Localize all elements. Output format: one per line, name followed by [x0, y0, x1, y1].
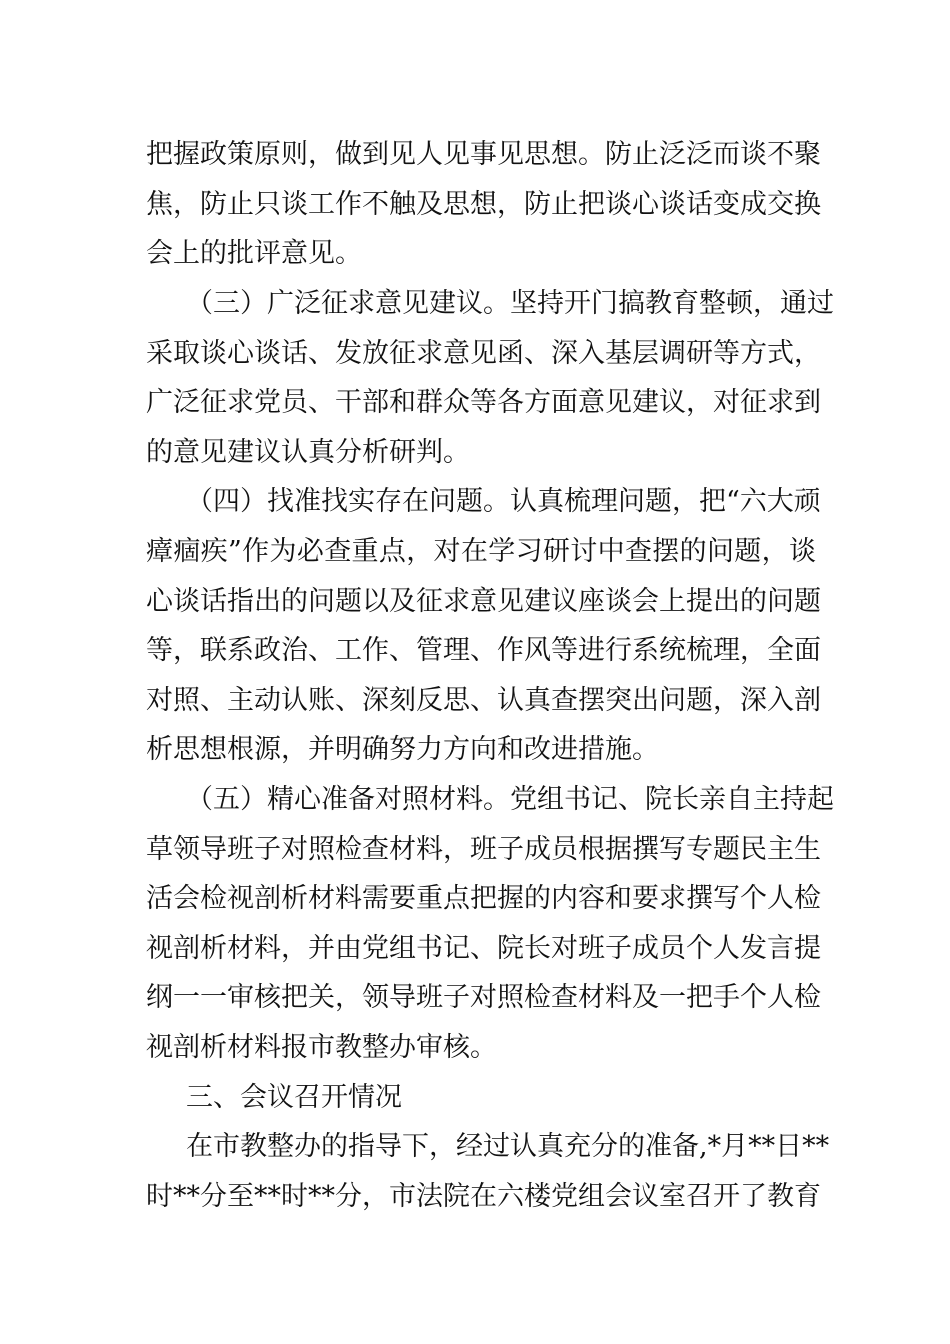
- text-line: 草领导班子对照检查材料，班子成员根据撰写专题民主生: [146, 834, 821, 865]
- text-line: 采取谈心谈话、发放征求意见函、深入基层调研等方式，: [146, 338, 821, 369]
- text-line: 心谈话指出的问题以及征求意见建议座谈会上提出的问题: [146, 586, 821, 617]
- paragraph-first-line: （五）精心准备对照材料。党组书记、院长亲自主持起: [186, 784, 834, 815]
- text-line: 纲一一审核把关，领导班子对照检查材料及一把手个人检: [146, 982, 821, 1013]
- text-line: 时**分至**时**分，市法院在六楼党组会议室召开了教育: [146, 1181, 821, 1212]
- text-line: 会上的批评意见。: [146, 238, 362, 269]
- text-line: 焦，防止只谈工作不触及思想，防止把谈心谈话变成交换: [146, 189, 821, 220]
- text-line: 对照、主动认账、深刻反思、认真查摆突出问题，深入剖: [146, 685, 821, 716]
- text-line: 把握政策原则，做到见人见事见思想。防止泛泛而谈不聚: [146, 139, 821, 170]
- paragraph-first-line: 在市教整办的指导下，经过认真充分的准备,*月**日**: [186, 1131, 830, 1162]
- text-line: 活会检视剖析材料需要重点把握的内容和要求撰写个人检: [146, 883, 821, 914]
- paragraph-first-line: （四）找准找实存在问题。认真梳理问题，把“六大顽: [186, 486, 821, 517]
- text-line: 广泛征求党员、干部和群众等各方面意见建议，对征求到: [146, 387, 821, 418]
- text-line: 的意见建议认真分析研判。: [146, 437, 470, 468]
- text-line: 视剖析材料报市教整办审核。: [146, 1032, 497, 1063]
- text-line: 析思想根源，并明确努力方向和改进措施。: [146, 734, 659, 765]
- paragraph-first-line: （三）广泛征求意见建议。坚持开门搞教育整顿，通过: [186, 288, 834, 319]
- text-line: 等，联系政治、工作、管理、作风等进行系统梳理，全面: [146, 635, 821, 666]
- section-heading: 三、会议召开情况: [186, 1082, 402, 1113]
- text-line: 瘴痼疾”作为必查重点，对在学习研讨中查摆的问题，谈: [146, 536, 816, 567]
- text-line: 视剖析材料，并由党组书记、院长对班子成员个人发言提: [146, 933, 821, 964]
